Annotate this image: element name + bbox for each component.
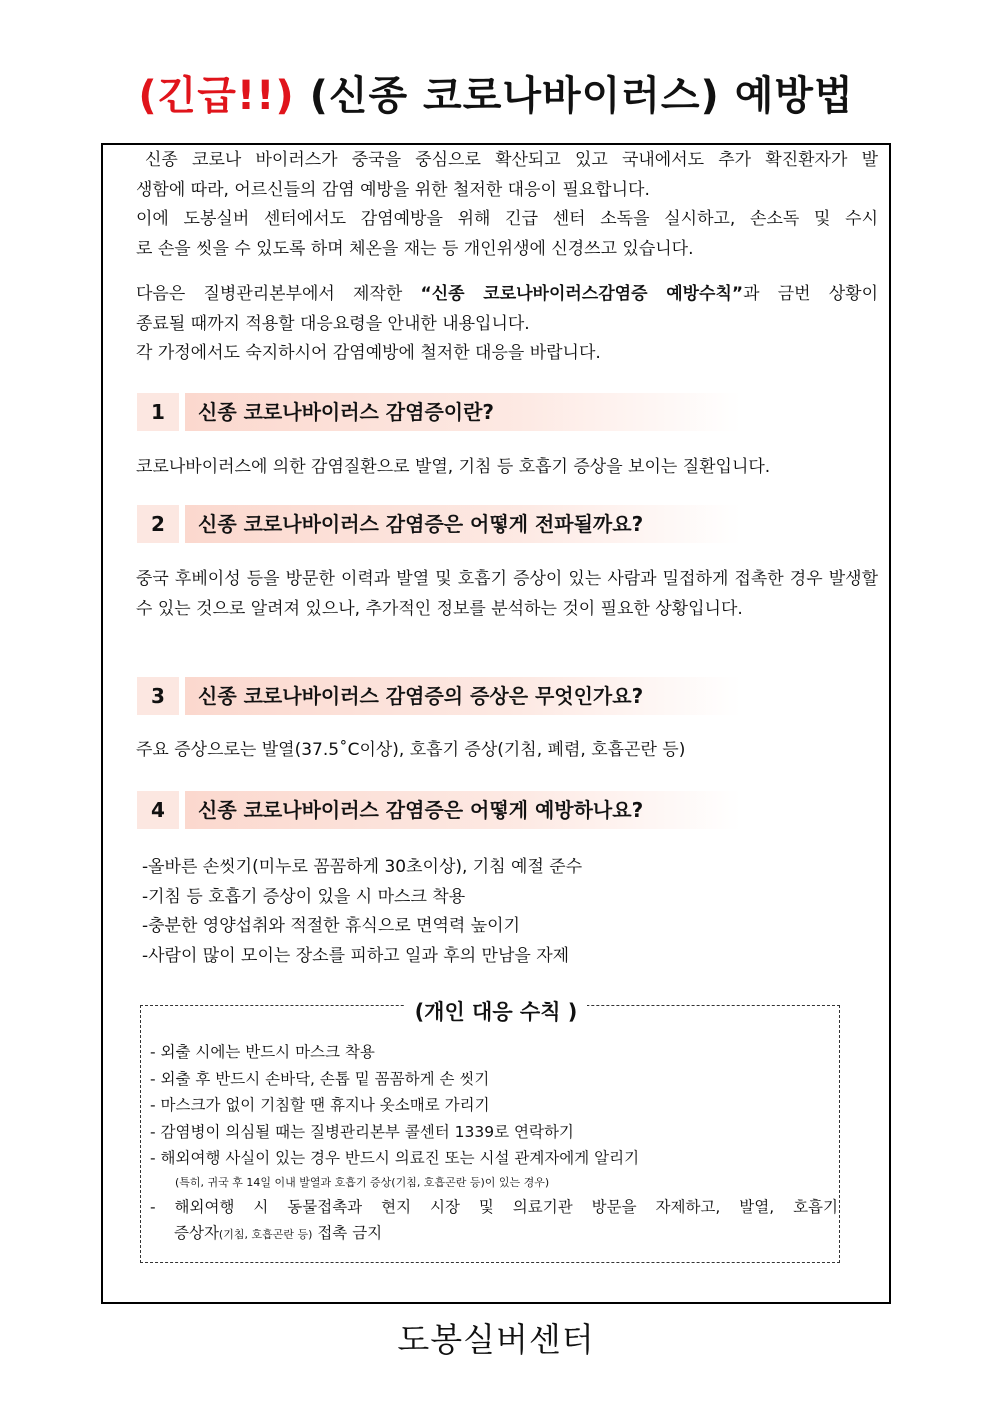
rules-title-text: (개인 대응 수칙 ) bbox=[405, 1000, 588, 1024]
list-item: -기침 등 호흡기 증상이 있을 시 마스크 착용 bbox=[142, 886, 466, 907]
list-item: - 외출 후 반드시 손바닥, 손톱 밑 꼼꼼하게 손 씻기 bbox=[150, 1069, 490, 1088]
section-heading-4 bbox=[137, 791, 741, 829]
section-heading-1 bbox=[137, 393, 741, 431]
list-item: - 감염병이 의심될 때는 질병관리본부 콜센터 1339로 연락하기 bbox=[150, 1122, 574, 1141]
intro-line: 종료될 때까지 적용할 대응요령을 안내한 내용입니다. bbox=[136, 313, 530, 334]
intro-line: 로 손을 씻을 수 있도록 하며 체온을 재는 등 개인위생에 신경쓰고 있습니다. bbox=[136, 238, 694, 259]
footer-organization: 도봉실버센터 bbox=[397, 1320, 595, 1359]
section-title: 신종 코로나바이러스 감염증이란? bbox=[185, 393, 741, 431]
section-body-2: 중국 후베이성 등을 방문한 이력과 발열 및 호흡기 증상이 있는 사람과 밀접하게 접촉한 경우 발생할 수 있는 것으로 알려져 있으나, 추가적인 정보를 분석하는 것이 필요한 상황입니다. bbox=[136, 569, 878, 619]
section-title: 신종 코로나바이러스 감염증은 어떻게 전파될까요? bbox=[185, 505, 741, 543]
list-item: - 마스크가 없이 기침할 땐 휴지나 옷소매로 가리기 bbox=[150, 1096, 490, 1114]
list-item: -올바른 손씻기(미누로 꼼꼼하게 30초이상), 기침 예절 준수 bbox=[142, 857, 583, 877]
list-item: -충분한 영양섭취와 적절한 휴식으로 면역력 높이기 bbox=[142, 916, 521, 936]
list-item: -사람이 많이 모이는 장소를 피하고 일과 후의 만남을 자제 bbox=[142, 945, 570, 966]
section-title: 신종 코로나바이러스 감염증의 증상은 무엇인가요? bbox=[185, 677, 741, 715]
section-heading-2 bbox=[137, 505, 741, 543]
section-body-3: 주요 증상으로는 발열(37.5˚C이상), 호흡기 증상(기침, 폐렴, 호흡곤란 등) bbox=[136, 740, 686, 760]
section-number: 1 bbox=[137, 393, 179, 431]
intro-line bbox=[136, 280, 878, 310]
rule-text: 접촉 금지 bbox=[312, 1224, 383, 1242]
rules-title bbox=[0, 996, 992, 1026]
intro-line: 이에 도봉실버 센터에서도 감염예방을 위해 긴급 센터 소독을 실시하고, 손소독 및 수시 bbox=[136, 209, 878, 229]
section-body-1: 코로나바이러스에 의한 감염질환으로 발열, 기침 등 호흡기 증상을 보이는 질환입니다. bbox=[136, 457, 771, 477]
rule-note: (특히, 귀국 후 14일 이내 발열과 호흡기 증상(기침, 호흡곤란 등)이 있는 경우) bbox=[175, 1175, 550, 1189]
guideline-title: “신종 코로나바이러스감염증 예방수칙” bbox=[420, 284, 744, 304]
list-item-continued bbox=[150, 1220, 838, 1249]
list-item: - 외출 시에는 반드시 마스크 착용 bbox=[150, 1043, 375, 1061]
intro-line: 각 가정에서도 숙지하시어 감염예방에 철저한 대응을 바랍니다. bbox=[136, 343, 601, 363]
list-item: - 해외여행 사실이 있는 경우 반드시 의료진 또는 시설 관계자에게 알리기 bbox=[150, 1149, 640, 1167]
title-main: (신종 코로나바이러스) 예방법 bbox=[294, 73, 854, 119]
intro-text: 과 금번 상황이 bbox=[743, 284, 879, 304]
page-title bbox=[0, 64, 992, 121]
section-heading-3 bbox=[137, 677, 741, 715]
intro-line: 신종 코로나 바이러스가 중국을 중심으로 확산되고 있고 국내에서도 추가 확진환자가 발 bbox=[145, 150, 878, 170]
rules-list bbox=[150, 1039, 838, 1249]
section-number: 2 bbox=[137, 505, 179, 543]
prevention-list bbox=[142, 853, 582, 971]
rule-text: 증상자 bbox=[174, 1224, 219, 1242]
rule-small-text: (기침, 호흡곤란 등) bbox=[218, 1228, 313, 1241]
section-number: 3 bbox=[137, 677, 179, 715]
section-number: 4 bbox=[137, 791, 179, 829]
list-item: - 해외여행 시 동물접촉과 현지 시장 및 의료기관 방문을 자제하고, 발열, 호흡기 bbox=[150, 1197, 838, 1216]
urgent-label: (긴급!!) bbox=[138, 73, 295, 119]
section-title: 신종 코로나바이러스 감염증은 어떻게 예방하나요? bbox=[185, 791, 741, 829]
intro-paragraph-2 bbox=[136, 280, 878, 369]
intro-text: 다음은 질병관리본부에서 제작한 bbox=[136, 284, 421, 304]
intro-paragraph-1 bbox=[136, 146, 878, 264]
intro-line: 생함에 따라, 어르신들의 감염 예방을 위한 철저한 대응이 필요합니다. bbox=[136, 179, 650, 200]
